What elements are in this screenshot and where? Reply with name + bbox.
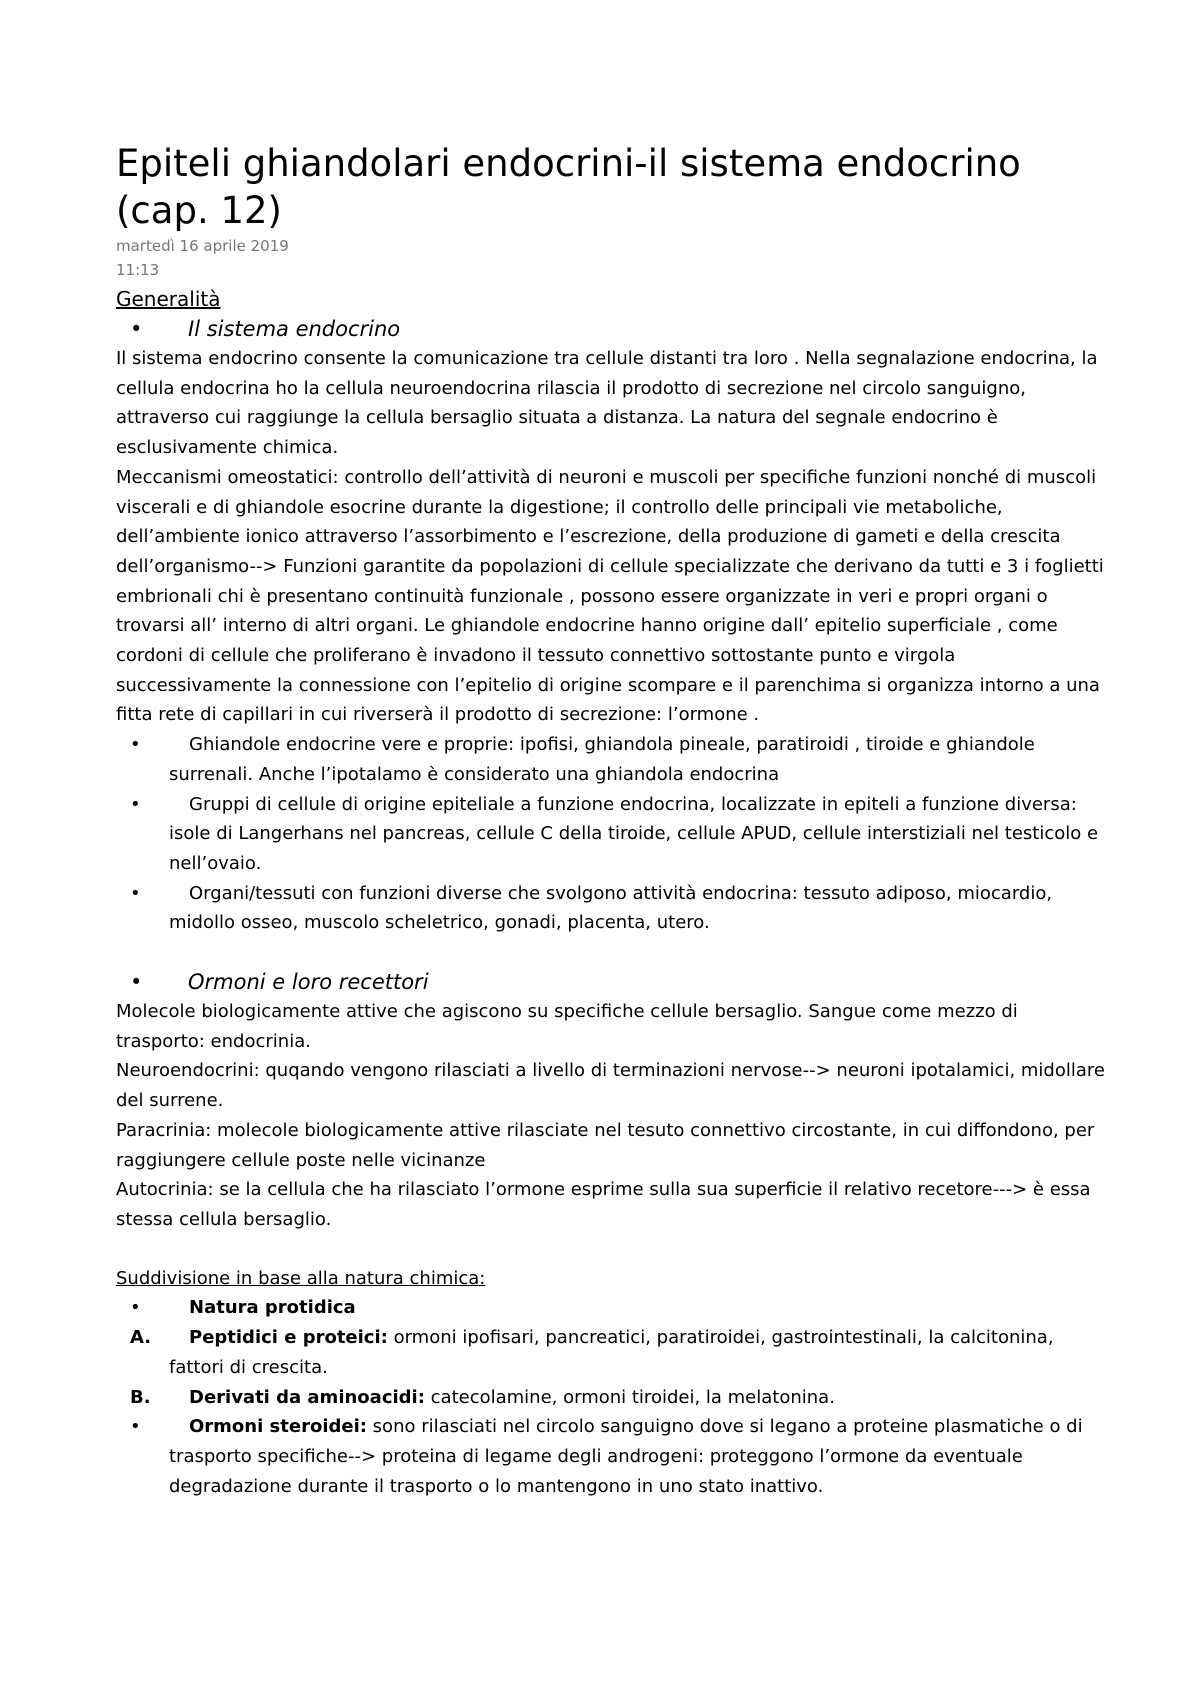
page-title: Epiteli ghiandolari endocrini-il sistema endocrino (cap. 12) <box>116 142 1021 232</box>
list-item-text <box>169 1293 1106 1323</box>
paragraph: Autocrinia: se la cellula che ha rilasciato l’ormone esprime sulla sua superficie il relativo recetore---> è essa stessa cellula bersaglio. <box>116 1179 1091 1230</box>
bold-label: Peptidici e proteici: <box>189 1327 388 1349</box>
document-page <box>116 140 1106 1501</box>
list-item-text: Organi/tessuti con funzioni diverse che svolgono attività endocrina: tessuto adiposo, miocardio, midollo osseo, muscolo scheletrico, gonadi, placenta, utero. <box>169 882 1053 934</box>
paragraph: Neuroendocrini: quqando vengono rilasciati a livello di terminazioni nervose--> neuroni ipotalamici, midollare del surrene. <box>116 1060 1105 1112</box>
paragraph: Paracrinia: molecole biologicamente attive rilasciate nel tesuto connettivo circostante, in cui diffondono, per raggiungere cellule poste nelle vicinanze <box>116 1119 1095 1171</box>
document-body <box>116 284 1106 1501</box>
subheading-ormoni <box>116 967 1106 997</box>
bold-label: Natura protidica <box>189 1297 356 1319</box>
list-item <box>116 730 1106 789</box>
alpha-list <box>116 1323 1106 1412</box>
list-marker: A. <box>130 1327 152 1349</box>
paragraph: Il sistema endocrino consente la comunicazione tra cellule distanti tra loro . Nella segnalazione endocrina, la cellula endocrina ho la cellula neuroendocrina rilascia il prodotto di secrezione nel circolo sanguigno, attraverso cui raggiunge la cellula bersaglio situata a distanza. La natura del segnale endocrino è esclusivamente chimica. <box>116 348 1098 459</box>
list-item-text: Ghiandole endocrine vere e proprie: ipofisi, ghiandola pineale, paratiroidi , tiroide e ghiandole surrenali. Anche l’ipotalamo è considerato una ghiandola endocrina <box>169 734 1035 785</box>
item-text: sono rilasciati nel circolo sanguigno dove si legano a proteine plasmatiche o di trasporto specifiche--> proteina di legame degli androgeni: proteggono l’ormone da eventuale degradazione durante il trasporto o lo mantengono in uno stato inattivo. <box>169 1416 1083 1497</box>
list-item <box>116 790 1106 879</box>
bold-label: Derivati da aminoacidi: <box>189 1386 425 1408</box>
page-date: martedì 16 aprile 2019 <box>116 237 289 255</box>
bullet-dot-icon: • <box>130 1416 141 1438</box>
bullet-dot-icon: • <box>130 882 141 904</box>
bullet-dot-icon: • <box>130 734 141 756</box>
list-item <box>116 1323 1106 1382</box>
list-marker: B. <box>130 1386 151 1408</box>
bullet-dot-icon: • <box>130 793 141 815</box>
section-heading-suddivisione: Suddivisione in base alla natura chimica: <box>116 1267 486 1289</box>
paragraph: Molecole biologicamente attive che agiscono su specifiche cellule bersaglio. Sangue come mezzo di trasporto: endocrinia. <box>116 1001 1018 1052</box>
bold-label: Ormoni steroidei: <box>189 1416 367 1438</box>
bullet-list-ghiandole <box>116 730 1106 938</box>
spacer <box>116 938 1106 967</box>
item-text: ormoni ipofisari, pancreatici, paratiroidei, gastrointestinali, la calcitonina, fattori di crescita. <box>169 1327 1054 1378</box>
list-item <box>116 1293 1106 1323</box>
list-item-text: Gruppi di cellule di origine epiteliale a funzione endocrina, localizzate in epiteli a funzione diversa: isole di Langerhans nel pancreas, cellule C della tiroide, cellule APUD, cellule interstiziali nel testicolo e nell’ovaio. <box>169 793 1099 874</box>
spacer <box>116 1235 1106 1264</box>
list-item-text <box>169 1383 1106 1413</box>
bullet-dot-icon: • <box>130 317 143 341</box>
list-item <box>116 879 1106 938</box>
subheading-text: Il sistema endocrino <box>188 317 401 341</box>
paragraph: Meccanismi omeostatici: controllo dell’attività di neuroni e muscoli per specifiche funzioni nonché di muscoli viscerali e di ghiandole esocrine durante la digestione; il controllo delle principali vie metaboliche, dell’ambiente ionico attraverso l’assorbimento e l’escrezione, della produzione di gameti e della crescita dell’organismo--> Funzioni garantite da popolazioni di cellule specializzate che derivano da tutti e 3 i foglietti embrionali chi è presentano continuità funzionale , possono essere organizzate in veri e propri organi o trovarsi all’ interno di altri organi. Le ghiandole endocrine hanno origine dall’ epitelio superficiale , come cordoni di cellule che proliferano è invadono il tessuto connettivo sottostante punto e virgola successivamente la connessione con l’epitelio di origine scompare e il parenchima si organizza intorno a una fitta rete di capillari in cui riverserà il prodotto di secrezione: l’ormone . <box>116 466 1104 726</box>
subheading-text: Ormoni e loro recettori <box>188 970 429 995</box>
list-item <box>116 1383 1106 1413</box>
list-item <box>116 1412 1106 1501</box>
list-item-text <box>169 1412 1106 1501</box>
page-time: 11:13 <box>116 261 160 279</box>
bullet-list-natura-chimica <box>116 1293 1106 1323</box>
subheading-sistema-endocrino <box>116 314 1106 344</box>
bullet-dot-icon: • <box>130 1297 141 1319</box>
item-text: catecolamine, ormoni tiroidei, la melatonina. <box>424 1386 835 1408</box>
bullet-list-steroidei <box>116 1412 1106 1501</box>
bullet-dot-icon: • <box>130 970 143 995</box>
list-item-text <box>169 1323 1106 1382</box>
section-heading-generalita: Generalità <box>116 287 221 311</box>
